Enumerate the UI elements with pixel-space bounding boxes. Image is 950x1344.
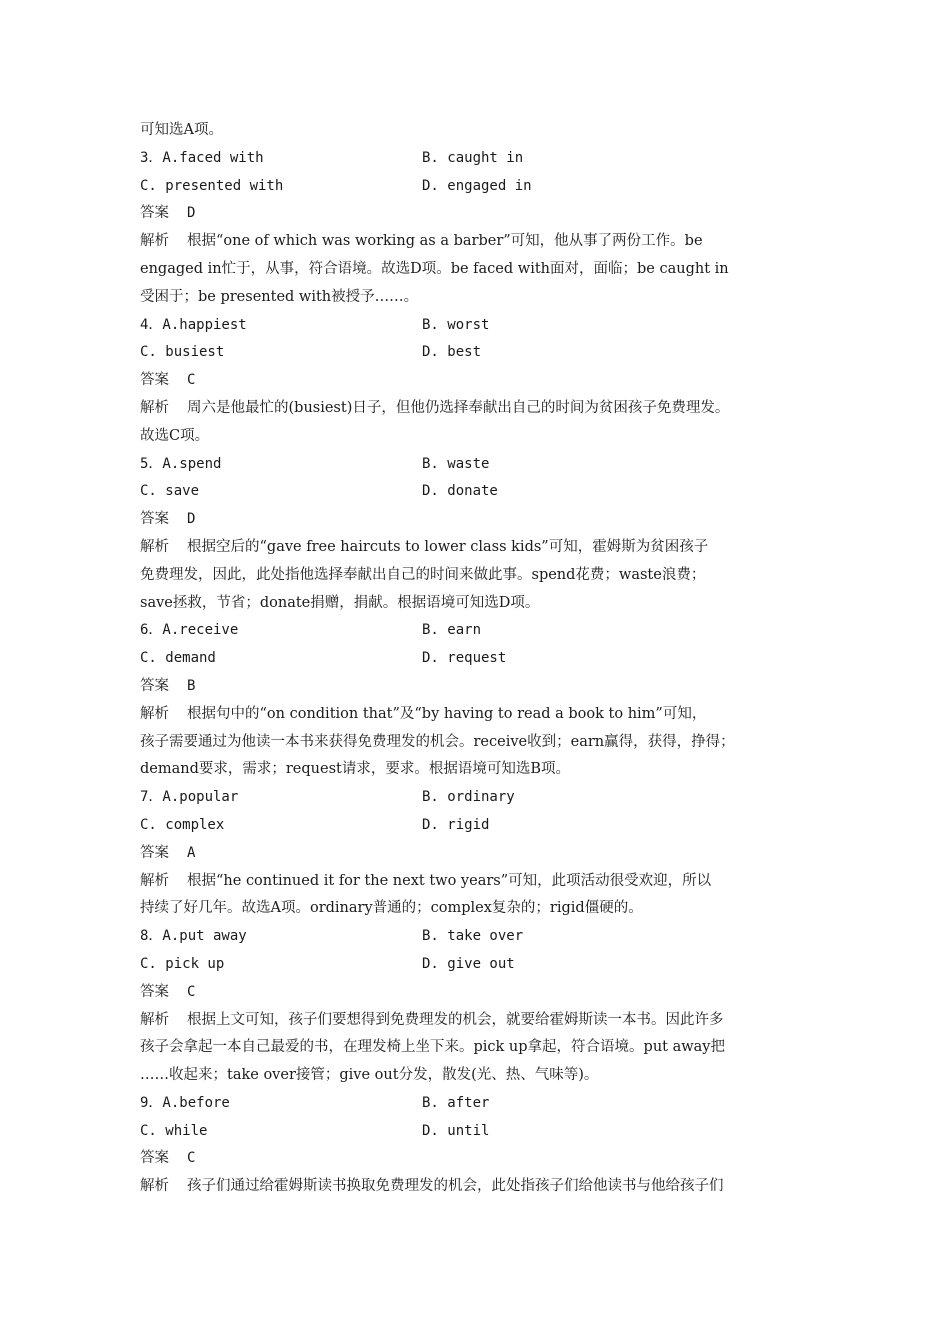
analysis-line	[140, 423, 820, 451]
question-block	[140, 923, 820, 1090]
option-text: 9．A.before	[140, 1094, 230, 1111]
analysis-label: 解析	[140, 705, 169, 722]
option-text: 5．A.spend	[140, 455, 222, 472]
option-text: D. engaged in	[422, 177, 532, 194]
analysis-line	[140, 729, 820, 757]
analysis-text: engaged in忙于，从事，符合语境。故选D项。be faced with面对，面临；be caught in	[140, 260, 729, 277]
analysis-line	[140, 1062, 820, 1090]
option-text: C. save	[140, 483, 200, 500]
question-list	[140, 145, 820, 1201]
options-row	[140, 312, 820, 340]
options-row	[140, 451, 820, 479]
analysis-label: 解析	[140, 1178, 169, 1195]
analysis-line	[140, 395, 820, 423]
answer-line	[140, 673, 820, 701]
option-text: 4．A.happiest	[140, 316, 247, 333]
analysis-text: save拯救，节省；donate捐赠，捐献。根据语境可知选D项。	[140, 594, 540, 611]
option-text: C. while	[140, 1122, 208, 1139]
analysis-text: 孩子会拿起一本自己最爱的书，在理发椅上坐下来。pick up拿起，符合语境。put away把	[140, 1039, 726, 1056]
option-text: 3．A.faced with	[140, 149, 264, 166]
analysis-line	[140, 868, 820, 896]
answer-value: C	[187, 983, 196, 1000]
answer-value: D	[187, 511, 196, 528]
document-page	[140, 117, 820, 1201]
analysis-text: ……收起来；take over接管；give out分发，散发(光、热、气味等)。	[140, 1067, 599, 1084]
analysis-label: 解析	[140, 233, 169, 250]
analysis-line	[140, 756, 820, 784]
options-row	[140, 339, 820, 367]
question-block	[140, 1090, 820, 1201]
answer-label: 答案	[140, 844, 169, 861]
analysis-label: 解析	[140, 872, 169, 889]
analysis-line	[140, 284, 820, 312]
analysis-line	[140, 590, 820, 618]
answer-value: C	[187, 372, 196, 389]
option-text: C. demand	[140, 650, 216, 667]
option-text: B. ordinary	[422, 789, 515, 806]
option-text: B. after	[422, 1094, 490, 1111]
option-text: B. waste	[422, 455, 490, 472]
option-text: C. presented with	[140, 177, 284, 194]
options-row	[140, 784, 820, 812]
analysis-line	[140, 1007, 820, 1035]
analysis-text: 根据“he continued it for the next two years”可知，此项活动很受欢迎，所以	[187, 872, 712, 889]
options-row	[140, 173, 820, 201]
question-block	[140, 617, 820, 784]
option-text: D. rigid	[422, 816, 490, 833]
options-row	[140, 145, 820, 173]
options-row	[140, 478, 820, 506]
analysis-text: 受困于；be presented with被授予……。	[140, 288, 419, 305]
analysis-line	[140, 562, 820, 590]
options-row	[140, 923, 820, 951]
option-text: B. earn	[422, 622, 482, 639]
options-row	[140, 951, 820, 979]
answer-line	[140, 200, 820, 228]
answer-value: C	[187, 1150, 196, 1167]
analysis-text: 根据空后的“gave free haircuts to lower class kids”可知，霍姆斯为贫困孩子	[187, 538, 709, 555]
analysis-text: 周六是他最忙的(busiest)日子，但他仍选择奉献出自己的时间为贫困孩子免费理发。	[187, 399, 730, 416]
analysis-line	[140, 228, 820, 256]
answer-label: 答案	[140, 205, 169, 222]
answer-value: A	[187, 844, 196, 861]
intro-line: 可知选A项。	[140, 122, 223, 138]
analysis-text: 根据句中的“on condition that”及“by having to read a book to him”可知，	[187, 705, 707, 722]
analysis-text: 根据“one of which was working as a barber”可知，他从事了两份工作。be	[187, 233, 703, 250]
option-text: B. caught in	[422, 149, 524, 166]
analysis-text: 孩子需要通过为他读一本书来获得免费理发的机会。receive收到；earn赢得，获得，挣得；	[140, 733, 735, 750]
answer-line	[140, 367, 820, 395]
options-row	[140, 1090, 820, 1118]
option-text: 8．A.put away	[140, 928, 247, 945]
question-block	[140, 451, 820, 618]
analysis-label: 解析	[140, 399, 169, 416]
analysis-line	[140, 534, 820, 562]
option-text: D. give out	[422, 955, 515, 972]
analysis-text: 根据上文可知，孩子们要想得到免费理发的机会，就要给霍姆斯读一本书。因此许多	[187, 1011, 724, 1028]
analysis-line	[140, 1173, 820, 1201]
option-text: B. worst	[422, 316, 490, 333]
options-row	[140, 812, 820, 840]
option-text: 6．A.receive	[140, 622, 239, 639]
analysis-line	[140, 1034, 820, 1062]
answer-label: 答案	[140, 677, 169, 694]
option-text: 7．A.popular	[140, 789, 239, 806]
option-text: B. take over	[422, 928, 524, 945]
option-text: D. best	[422, 344, 482, 361]
analysis-line	[140, 701, 820, 729]
answer-line	[140, 979, 820, 1007]
option-text: D. request	[422, 650, 507, 667]
analysis-label: 解析	[140, 1011, 169, 1028]
analysis-line	[140, 256, 820, 284]
options-row	[140, 1118, 820, 1146]
analysis-text: 持续了好几年。故选A项。ordinary普通的；complex复杂的；rigid僵硬的。	[140, 900, 643, 917]
question-block	[140, 312, 820, 451]
options-row	[140, 617, 820, 645]
analysis-text: 免费理发，因此，此处指他选择奉献出自己的时间来做此事。spend花费；waste浪费；	[140, 566, 706, 583]
analysis-text: 孩子们通过给霍姆斯读书换取免费理发的机会，此处指孩子们给他读书与他给孩子们	[187, 1178, 724, 1195]
question-block	[140, 145, 820, 312]
option-text: C. complex	[140, 816, 225, 833]
answer-label: 答案	[140, 372, 169, 389]
answer-line	[140, 840, 820, 868]
analysis-text: 故选C项。	[140, 427, 210, 444]
answer-label: 答案	[140, 1150, 169, 1167]
option-text: C. busiest	[140, 344, 225, 361]
answer-line	[140, 1145, 820, 1173]
answer-value: D	[187, 205, 196, 222]
answer-value: B	[187, 677, 196, 694]
options-row	[140, 645, 820, 673]
answer-label: 答案	[140, 511, 169, 528]
option-text: C. pick up	[140, 955, 225, 972]
question-block	[140, 784, 820, 923]
answer-label: 答案	[140, 983, 169, 1000]
answer-line	[140, 506, 820, 534]
option-text: D. until	[422, 1122, 490, 1139]
analysis-line	[140, 895, 820, 923]
analysis-text: demand要求，需求；request请求，要求。根据语境可知选B项。	[140, 761, 571, 778]
analysis-label: 解析	[140, 538, 169, 555]
option-text: D. donate	[422, 483, 498, 500]
